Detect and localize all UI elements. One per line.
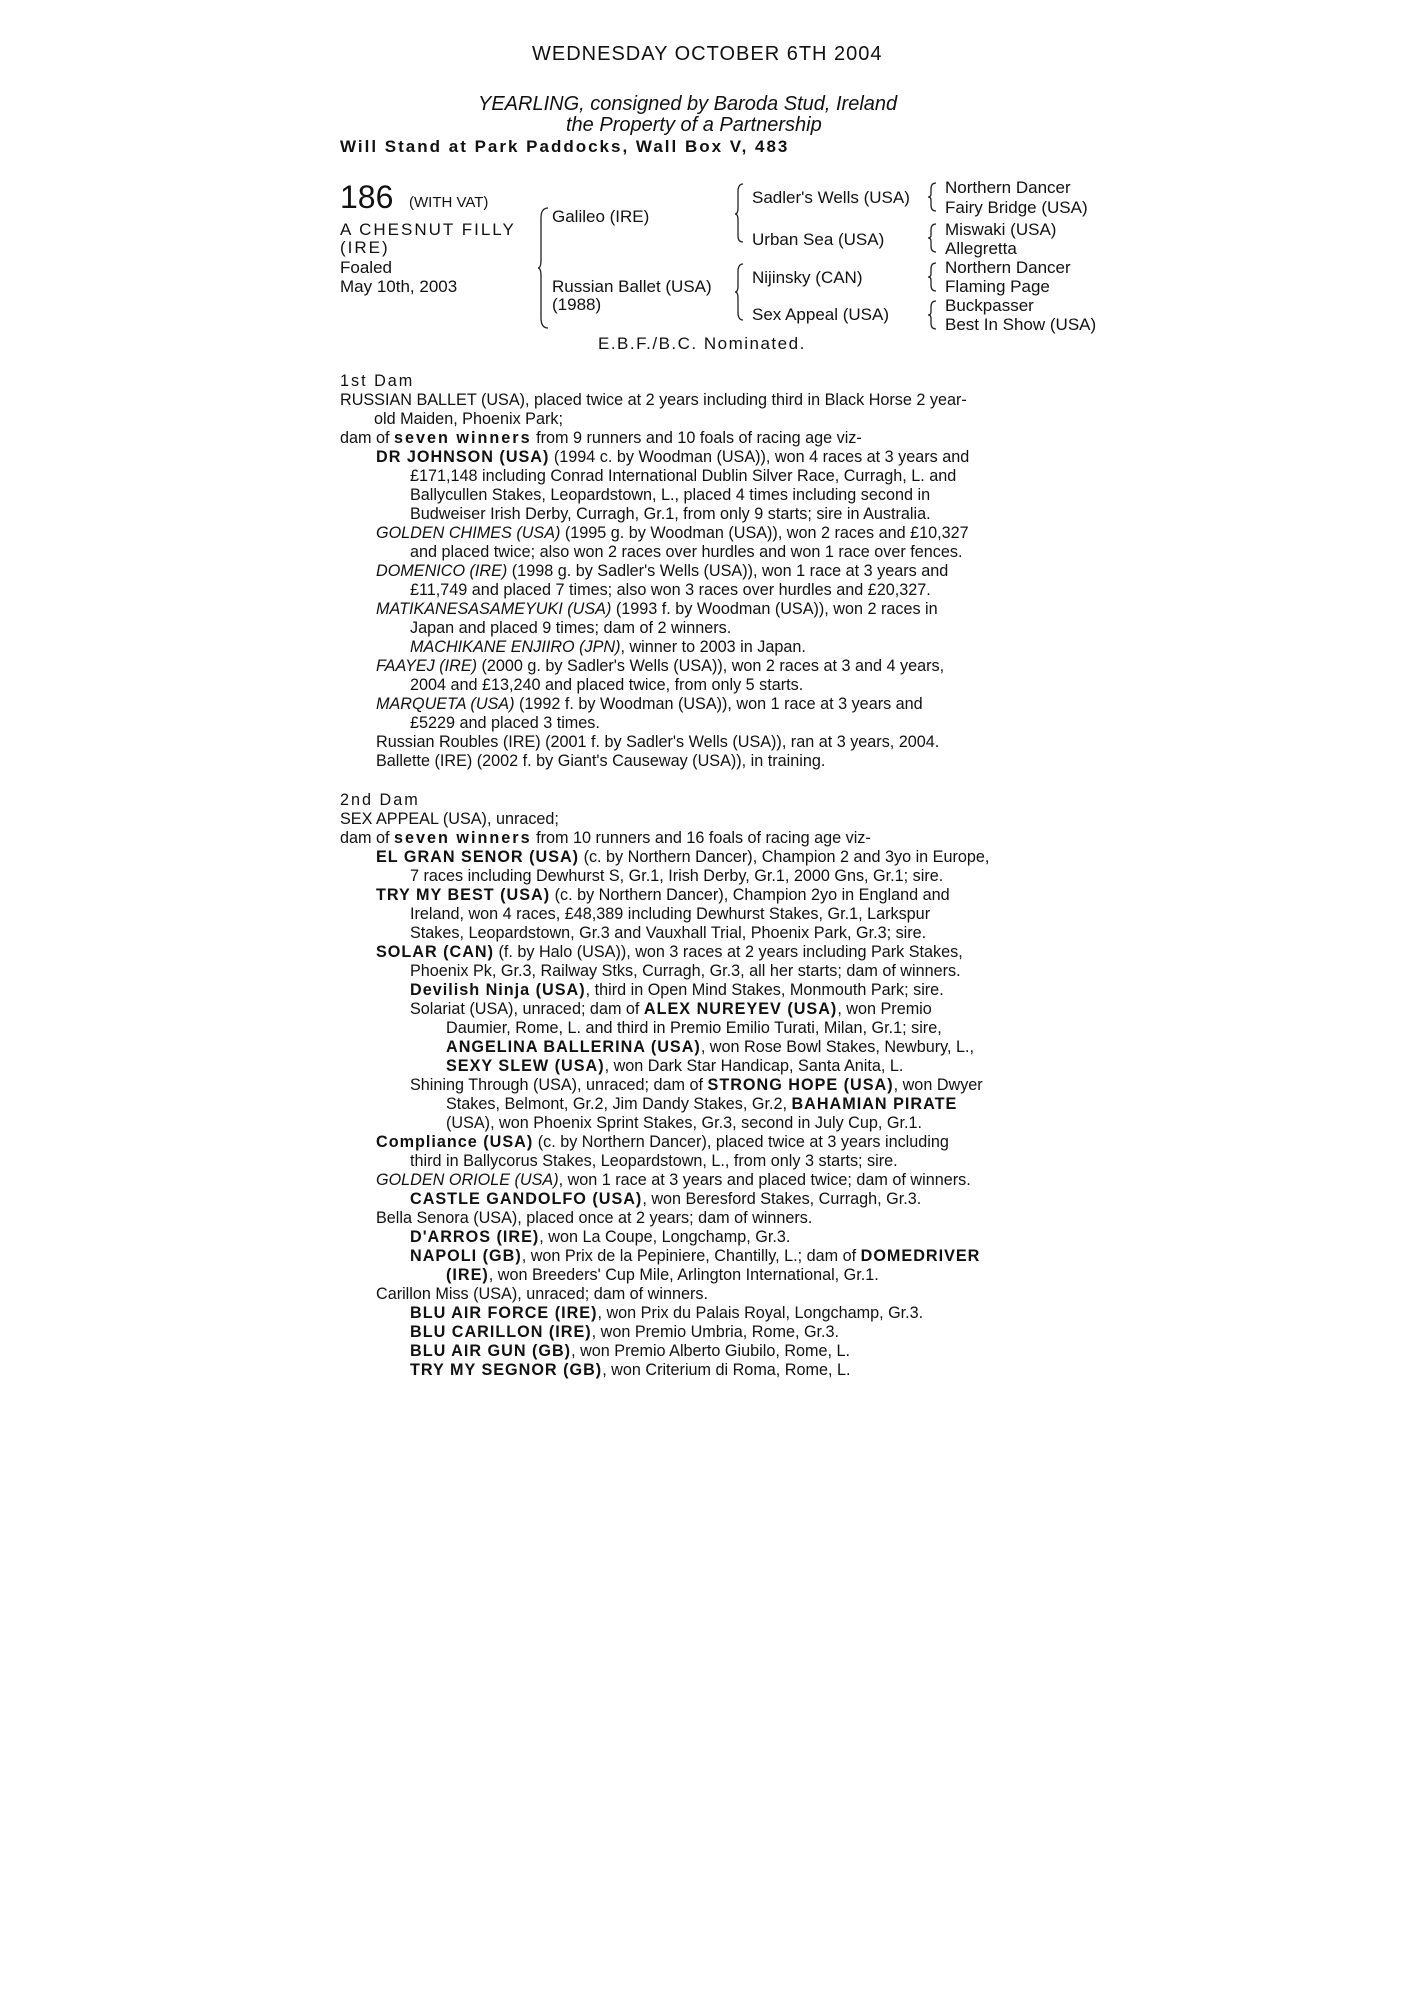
produce-line: Phoenix Pk, Gr.3, Railway Stks, Curragh, Gr.3, all her starts; dam of winners. <box>410 962 961 980</box>
produce-entry: DOMENICO (IRE) (1998 g. by Sadler's Wells (USA)), won 1 race at 3 years and <box>376 562 949 580</box>
first-dam-heading: 1st Dam <box>340 372 415 390</box>
first-dam-line: RUSSIAN BALLET (USA), placed twice at 2 years including third in Black Horse 2 year- <box>340 391 967 409</box>
produce-line: £171,148 including Conrad International Dublin Silver Race, Curragh, L. and <box>410 467 957 485</box>
foaled-label: Foaled <box>340 258 392 277</box>
pedigree-sire-sire: Sadler's Wells (USA) <box>752 188 910 207</box>
pedigree-bracket-dam <box>735 264 745 324</box>
stable-location: Will Stand at Park Paddocks, Wall Box V, 483 <box>340 137 790 156</box>
produce-entry: Bella Senora (USA), placed once at 2 years; dam of winners. <box>376 1209 813 1227</box>
pedigree-bracket-main <box>538 208 550 328</box>
pedigree-sire-dam: Urban Sea (USA) <box>752 230 885 249</box>
produce-entry: CASTLE GANDOLFO (USA), won Beresford Stakes, Curragh, Gr.3. <box>410 1190 922 1208</box>
produce-line: SEXY SLEW (USA), won Dark Star Handicap, Santa Anita, L. <box>446 1057 904 1075</box>
pedigree-dam-year: (1988) <box>552 295 602 314</box>
produce-entry: SOLAR (CAN) (f. by Halo (USA)), won 3 races at 2 years including Park Stakes, <box>376 943 963 961</box>
pedigree-ss-dam: Fairy Bridge (USA) <box>945 198 1088 217</box>
pedigree-sd-dam: Allegretta <box>945 239 1017 258</box>
produce-line: third in Ballycorus Stakes, Leopardstown, L., from only 3 starts; sire. <box>410 1152 898 1170</box>
produce-entry: TRY MY SEGNOR (GB), won Criterium di Roma, Rome, L. <box>410 1361 851 1379</box>
sale-date: WEDNESDAY OCTOBER 6TH 2004 <box>532 43 883 65</box>
produce-entry: Ballette (IRE) (2002 f. by Giant's Causeway (USA)), in training. <box>376 752 826 770</box>
lot-description: A CHESNUT FILLY <box>340 220 516 239</box>
produce-line: (USA), won Phoenix Sprint Stakes, Gr.3, second in July Cup, Gr.1. <box>446 1114 922 1132</box>
produce-line: 7 races including Dewhurst S, Gr.1, Irish Derby, Gr.1, 2000 Gns, Gr.1; sire. <box>410 867 944 885</box>
pedigree-bracket-sire <box>735 184 745 244</box>
produce-entry: Solariat (USA), unraced; dam of ALEX NUREYEV (USA), won Premio <box>410 1000 932 1018</box>
produce-line: Japan and placed 9 times; dam of 2 winners. <box>410 619 732 637</box>
consignor-line: YEARLING, consigned by Baroda Stud, Ireland <box>478 93 898 115</box>
produce-line: Daumier, Rome, L. and third in Premio Emilio Turati, Milan, Gr.1; sire, <box>446 1019 942 1037</box>
first-dam-line: old Maiden, Phoenix Park; <box>374 410 563 428</box>
pedigree-bracket-ds <box>928 262 938 292</box>
pedigree-bracket-dd <box>928 300 938 330</box>
produce-entry: BLU CARILLON (IRE), won Premio Umbria, Rome, Gr.3. <box>410 1323 840 1341</box>
produce-entry: BLU AIR FORCE (IRE), won Prix du Palais Royal, Longchamp, Gr.3. <box>410 1304 924 1322</box>
produce-line: £11,749 and placed 7 times; also won 3 races over hurdles and £20,327. <box>410 581 931 599</box>
produce-entry: MARQUETA (USA) (1992 f. by Woodman (USA)), won 1 race at 3 years and <box>376 695 923 713</box>
produce-line: Stakes, Leopardstown, Gr.3 and Vauxhall Trial, Phoenix Park, Gr.3; sire. <box>410 924 927 942</box>
produce-entry: Compliance (USA) (c. by Northern Dancer), placed twice at 3 years including <box>376 1133 949 1151</box>
produce-line: Ballycullen Stakes, Leopardstown, L., placed 4 times including second in <box>410 486 931 504</box>
nomination-note: E.B.F./B.C. Nominated. <box>598 334 806 353</box>
produce-entry: Russian Roubles (IRE) (2001 f. by Sadler's Wells (USA)), ran at 3 years, 2004. <box>376 733 940 751</box>
foaled-date: May 10th, 2003 <box>340 277 458 296</box>
produce-entry: FAAYEJ (IRE) (2000 g. by Sadler's Wells (USA)), won 2 races at 3 and 4 years, <box>376 657 945 675</box>
produce-line: and placed twice; also won 2 races over hurdles and won 1 race over fences. <box>410 543 963 561</box>
produce-entry: MATIKANESASAMEYUKI (USA) (1993 f. by Woodman (USA)), won 2 races in <box>376 600 938 618</box>
pedigree-bracket-sd <box>928 223 938 253</box>
second-dam-line: SEX APPEAL (USA), unraced; <box>340 810 559 828</box>
produce-line: £5229 and placed 3 times. <box>410 714 600 732</box>
produce-entry: MACHIKANE ENJIIRO (JPN), winner to 2003 in Japan. <box>410 638 806 656</box>
produce-entry: NAPOLI (GB), won Prix de la Pepiniere, Chantilly, L.; dam of DOMEDRIVER <box>410 1247 981 1265</box>
produce-entry: D'ARROS (IRE), won La Coupe, Longchamp, Gr.3. <box>410 1228 791 1246</box>
produce-line: Budweiser Irish Derby, Curragh, Gr.1, from only 9 starts; sire in Australia. <box>410 505 931 523</box>
pedigree-dam-sire: Nijinsky (CAN) <box>752 268 863 287</box>
pedigree-ss-sire: Northern Dancer <box>945 178 1071 197</box>
lot-number: 186 <box>340 179 394 215</box>
produce-entry: Shining Through (USA), unraced; dam of STRONG HOPE (USA), won Dwyer <box>410 1076 983 1094</box>
produce-entry: BLU AIR GUN (GB), won Premio Alberto Giubilo, Rome, L. <box>410 1342 850 1360</box>
produce-line: (IRE), won Breeders' Cup Mile, Arlington International, Gr.1. <box>446 1266 879 1284</box>
produce-entry: EL GRAN SENOR (USA) (c. by Northern Dancer), Champion 2 and 3yo in Europe, <box>376 848 990 866</box>
produce-entry: GOLDEN CHIMES (USA) (1995 g. by Woodman (USA)), won 2 races and £10,327 <box>376 524 969 542</box>
pedigree-ds-dam: Flaming Page <box>945 277 1050 296</box>
second-dam-heading: 2nd Dam <box>340 791 420 809</box>
pedigree-sire: Galileo (IRE) <box>552 207 650 226</box>
pedigree-dam-dam: Sex Appeal (USA) <box>752 305 890 324</box>
lot-description-origin: (IRE) <box>340 238 390 257</box>
owner-line: the Property of a Partnership <box>566 114 822 136</box>
produce-line: Stakes, Belmont, Gr.2, Jim Dandy Stakes, Gr.2, BAHAMIAN PIRATE <box>446 1095 958 1113</box>
first-dam-produce-summary: dam of seven winners from 9 runners and 10 foals of racing age viz- <box>340 429 862 447</box>
produce-line: 2004 and £13,240 and placed twice, from only 5 starts. <box>410 676 804 694</box>
produce-line: Ireland, won 4 races, £48,389 including Dewhurst Stakes, Gr.1, Larkspur <box>410 905 931 923</box>
produce-entry: GOLDEN ORIOLE (USA), won 1 race at 3 years and placed twice; dam of winners. <box>376 1171 971 1189</box>
pedigree-dd-dam: Best In Show (USA) <box>945 315 1097 334</box>
produce-entry: Carillon Miss (USA), unraced; dam of winners. <box>376 1285 708 1303</box>
produce-entry: Devilish Ninja (USA), third in Open Mind Stakes, Monmouth Park; sire. <box>410 981 944 999</box>
vat-note: (WITH VAT) <box>409 194 489 211</box>
second-dam-produce-summary: dam of seven winners from 10 runners and 16 foals of racing age viz- <box>340 829 871 847</box>
produce-entry: DR JOHNSON (USA) (1994 c. by Woodman (USA)), won 4 races at 3 years and <box>376 448 970 466</box>
pedigree-ds-sire: Northern Dancer <box>945 258 1071 277</box>
pedigree-dd-sire: Buckpasser <box>945 296 1034 315</box>
produce-line: ANGELINA BALLERINA (USA), won Rose Bowl Stakes, Newbury, L., <box>446 1038 975 1056</box>
pedigree-sd-sire: Miswaki (USA) <box>945 220 1057 239</box>
produce-entry: TRY MY BEST (USA) (c. by Northern Dancer), Champion 2yo in England and <box>376 886 950 904</box>
pedigree-dam: Russian Ballet (USA) <box>552 277 712 296</box>
pedigree-bracket-ss <box>928 182 938 212</box>
